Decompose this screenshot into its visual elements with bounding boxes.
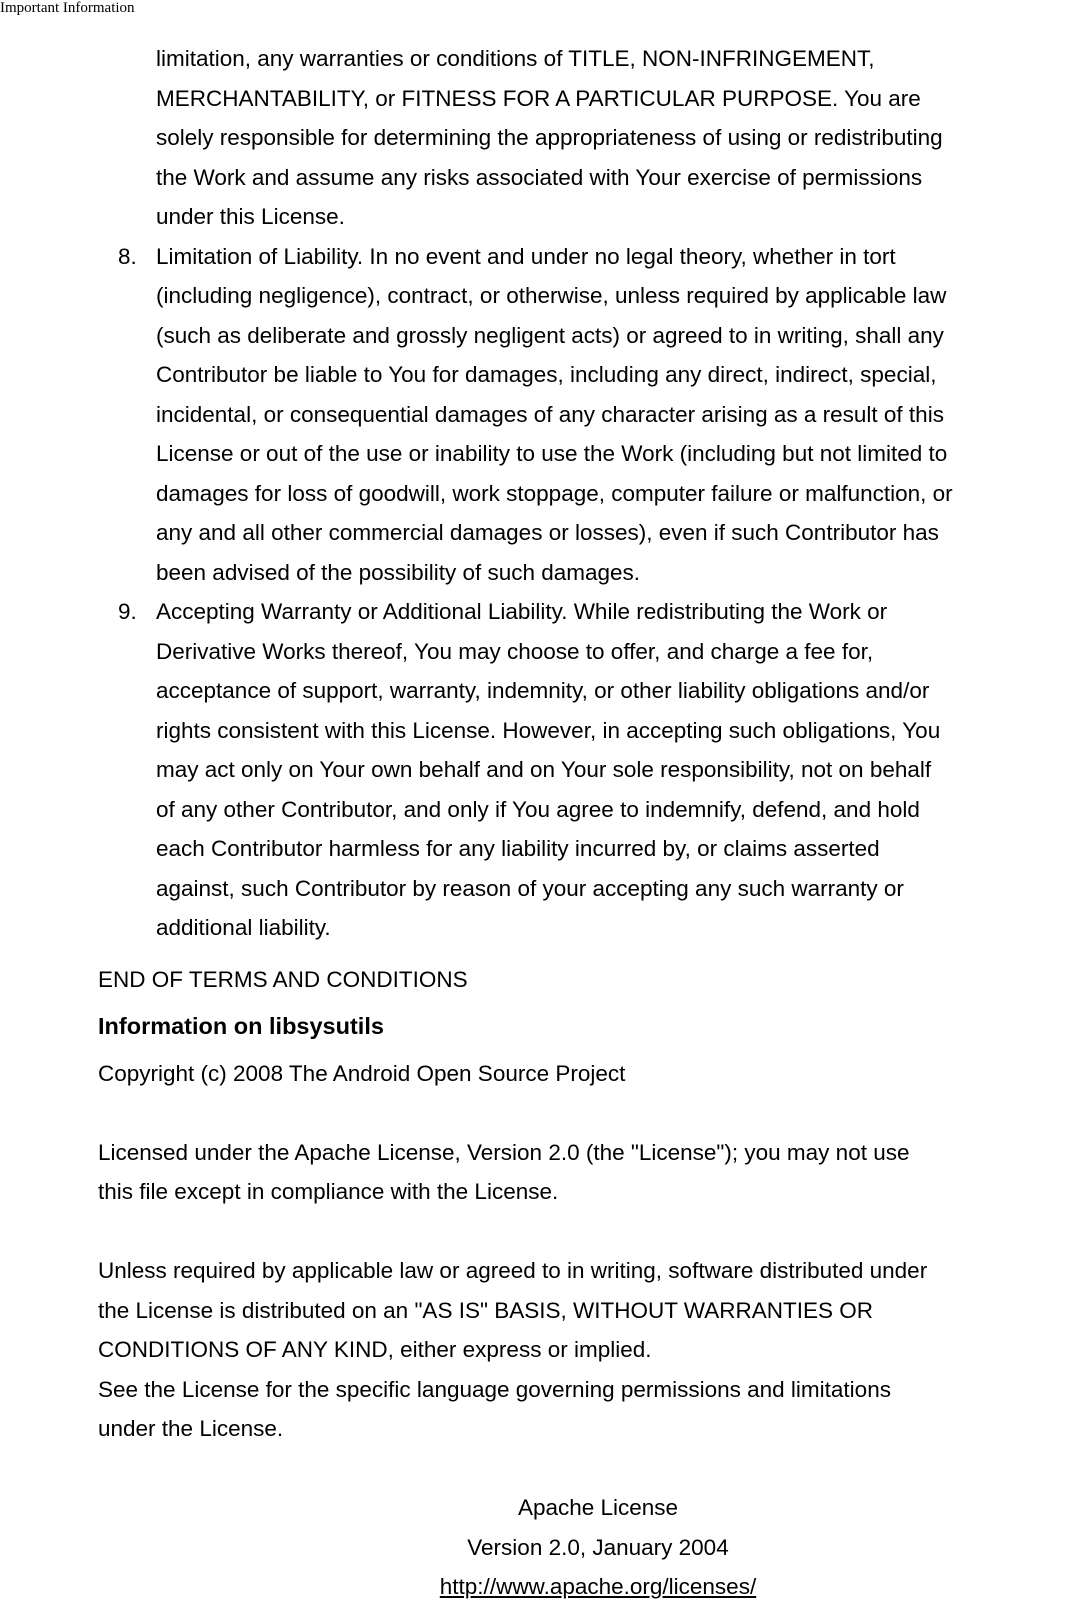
list-item-number: 8. bbox=[118, 243, 137, 269]
copyright-notice: Copyright (c) 2008 The Android Open Source Project bbox=[98, 1060, 626, 1086]
text-line: Unless required by applicable law or agreed to in writing, software distributed under bbox=[98, 1258, 928, 1283]
text-line: License or out of the use or inability to use the Work (including but not limited to bbox=[156, 441, 948, 466]
text-line: Accepting Warranty or Additional Liability. While redistributing the Work or bbox=[156, 599, 888, 624]
apache-license-header bbox=[98, 1488, 1089, 1607]
apache-license-title: Apache License bbox=[517, 1495, 679, 1520]
text-line: against, such Contributor by reason of your accepting any such warranty or bbox=[156, 875, 904, 901]
text-line: (such as deliberate and grossly negligent acts) or agreed to in writing, shall any bbox=[156, 322, 944, 348]
disclaimer-paragraph bbox=[98, 1251, 1078, 1449]
list-item-7-continuation bbox=[0, 0, 1089, 237]
text-line: damages for loss of goodwill, work stoppage, computer failure or malfunction, or bbox=[156, 480, 953, 506]
text-line: incidental, or consequential damages of any character arising as a result of this bbox=[156, 401, 944, 427]
list-item-9 bbox=[0, 592, 1089, 948]
text-line: the Work and assume any risks associated with Your exercise of permissions bbox=[156, 164, 923, 190]
spacer bbox=[0, 1449, 1089, 1489]
list-item-number: 9. bbox=[118, 599, 137, 624]
section-heading: Information on libsysutils bbox=[98, 1013, 384, 1039]
text-line: may act only on Your own behalf and on Your sole responsibility, not on behalf bbox=[156, 757, 932, 782]
text-line: Contributor be liable to You for damages, including any direct, indirect, special, bbox=[156, 362, 937, 387]
apache-license-version: Version 2.0, January 2004 bbox=[467, 1534, 729, 1560]
text-line: Derivative Works thereof, You may choose to offer, and charge a fee for, bbox=[156, 638, 874, 664]
text-line: rights consistent with this License. However, in accepting such obligations, You bbox=[156, 717, 941, 743]
end-of-terms: END OF TERMS AND CONDITIONS bbox=[98, 966, 468, 992]
text-line: the License is distributed on an "AS IS" BASIS, WITHOUT WARRANTIES OR bbox=[98, 1297, 873, 1323]
text-line: under this License. bbox=[156, 204, 345, 229]
text-line: of any other Contributor, and only if You agree to indemnify, defend, and hold bbox=[156, 796, 920, 822]
list-item-8 bbox=[0, 237, 1089, 593]
spacer bbox=[0, 1093, 1089, 1133]
text-line: MERCHANTABILITY, or FITNESS FOR A PARTICULAR PURPOSE. You are bbox=[156, 85, 921, 111]
text-line: each Contributor harmless for any liability incurred by, or claims asserted bbox=[156, 836, 880, 861]
spacer bbox=[0, 1212, 1089, 1252]
text-line: Licensed under the Apache License, Version 2.0 (the "License"); you may not use bbox=[98, 1139, 910, 1165]
text-line: (including negligence), contract, or otherwise, unless required by applicable law bbox=[156, 283, 947, 308]
text-line: any and all other commercial damages or losses), even if such Contributor has bbox=[156, 520, 939, 545]
text-line: additional liability. bbox=[156, 915, 331, 940]
text-line: CONDITIONS OF ANY KIND, either express or implied. bbox=[98, 1337, 652, 1362]
text-line: See the License for the specific language governing permissions and limitations bbox=[98, 1376, 891, 1402]
text-line: solely responsible for determining the appropriateness of using or redistributing bbox=[156, 125, 943, 150]
text-line: acceptance of support, warranty, indemnity, or other liability obligations and/or bbox=[156, 678, 930, 703]
text-line: this file except in compliance with the License. bbox=[98, 1179, 559, 1204]
text-line: Limitation of Liability. In no event and under no legal theory, whether in tort bbox=[156, 243, 896, 269]
apache-license-link[interactable]: http://www.apache.org/licenses/ bbox=[439, 1574, 757, 1599]
running-header: Important Information bbox=[0, 0, 135, 16]
text-line: under the License. bbox=[98, 1416, 284, 1441]
license-paragraph bbox=[98, 1133, 1078, 1212]
text-line: limitation, any warranties or conditions of TITLE, NON-INFRINGEMENT, bbox=[156, 46, 875, 71]
text-line: been advised of the possibility of such damages. bbox=[156, 559, 641, 585]
